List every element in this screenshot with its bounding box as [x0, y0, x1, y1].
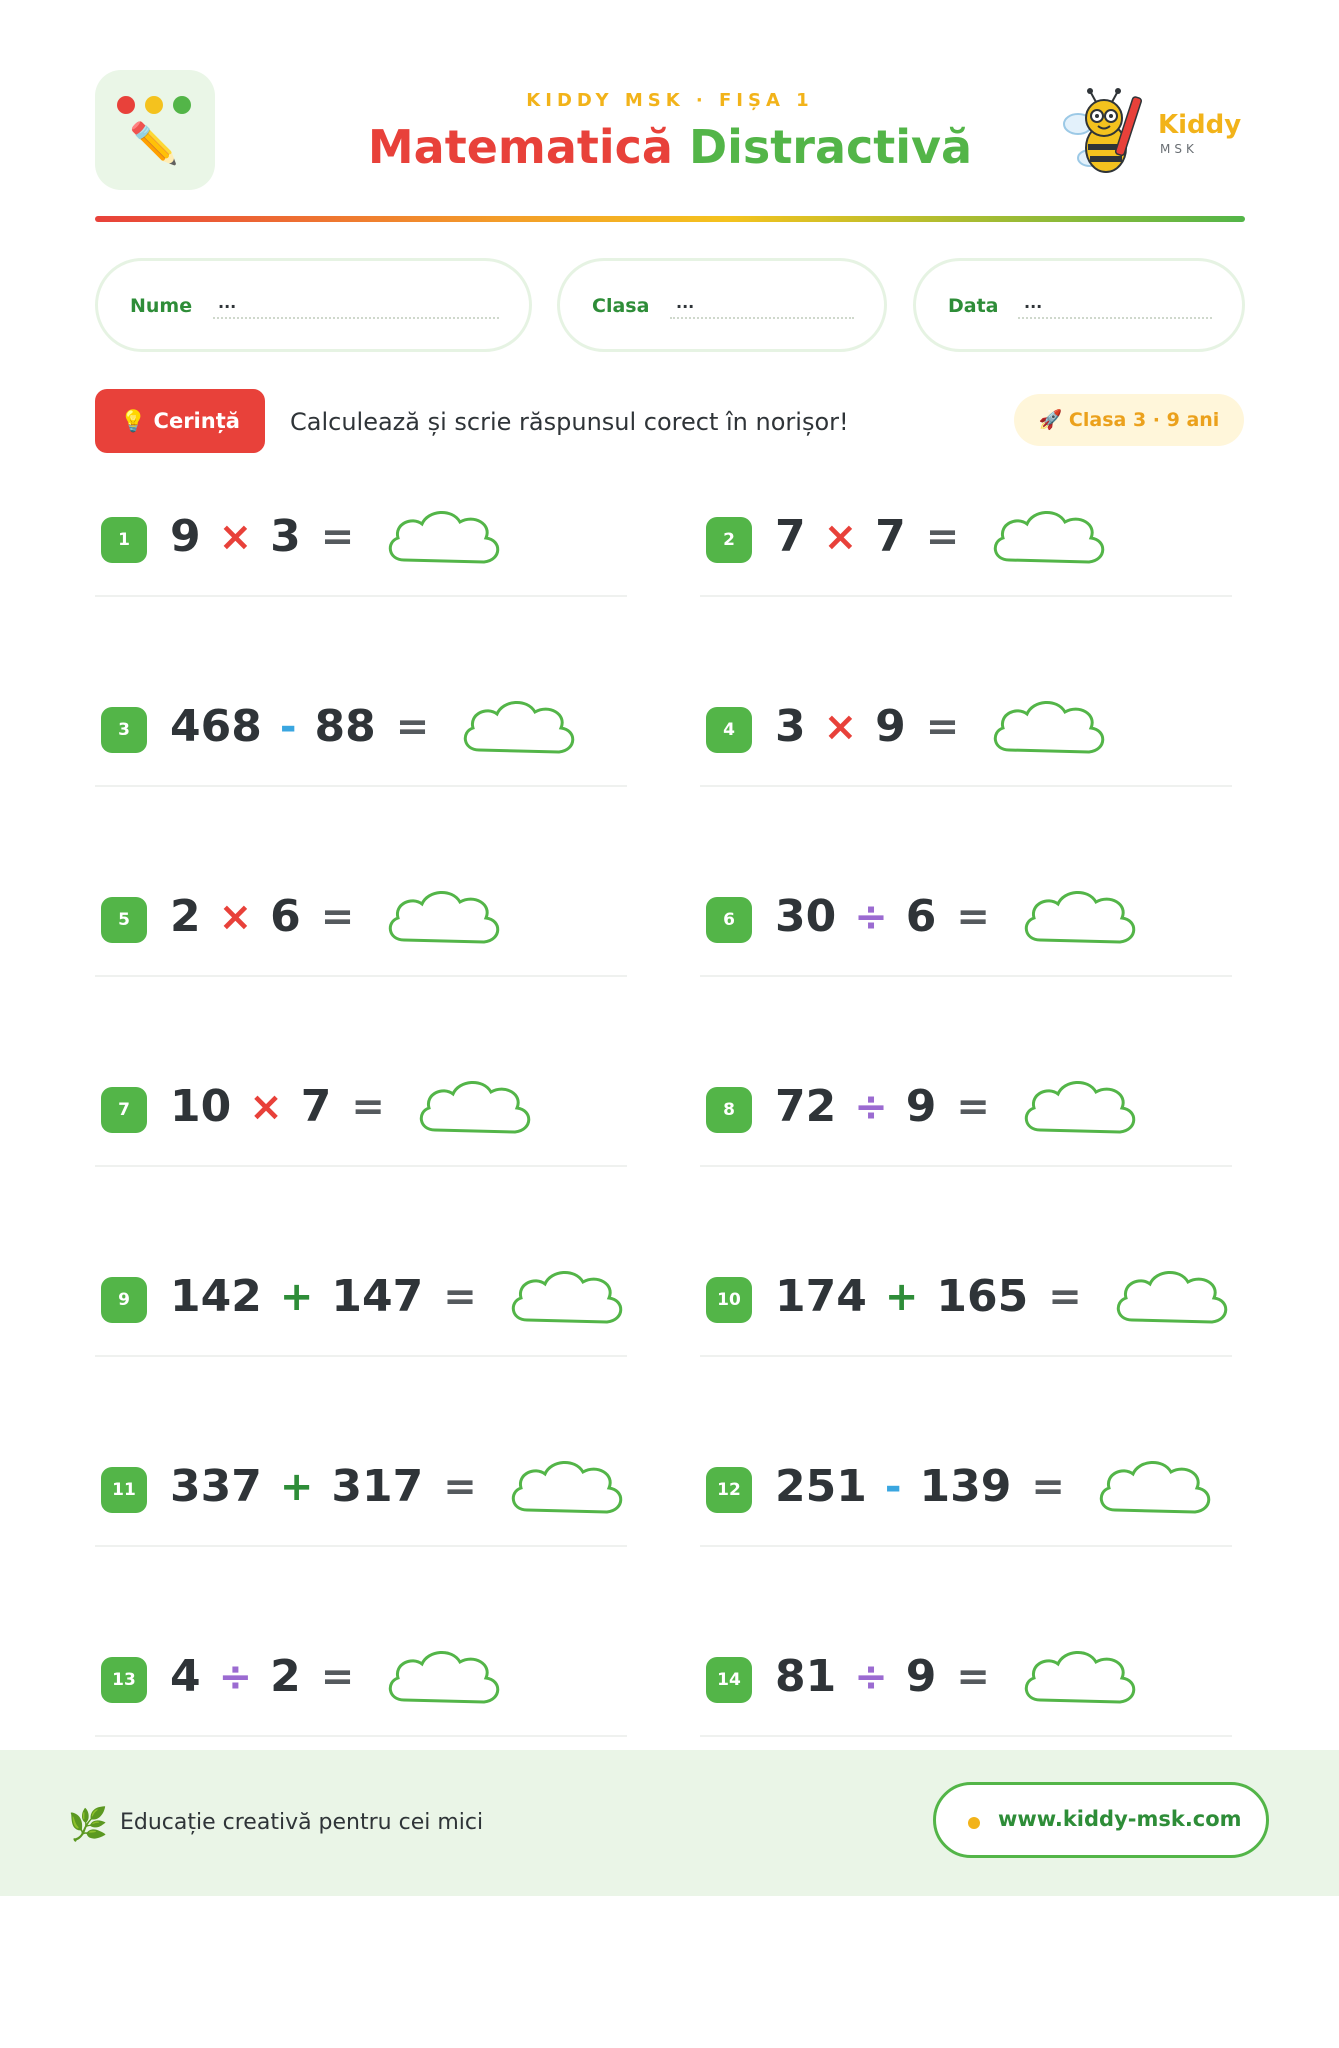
problem-item — [700, 485, 1232, 597]
operator: × — [823, 704, 858, 750]
problem-expression — [775, 507, 1111, 567]
problem-number: 7 — [101, 1087, 147, 1133]
operator: + — [279, 1274, 314, 1320]
operand-a: 337 — [170, 1461, 262, 1512]
rainbow-divider — [95, 216, 1245, 222]
footer — [0, 1750, 1339, 1896]
problem-number: 12 — [706, 1467, 752, 1513]
problem-item — [95, 1435, 627, 1547]
problem-number: 4 — [706, 707, 752, 753]
operand-a: 10 — [170, 1081, 232, 1132]
equals-sign: = — [925, 514, 960, 560]
problem-item — [700, 1435, 1232, 1547]
equals-sign: = — [320, 514, 355, 560]
name-field-value: ... — [218, 293, 237, 312]
problem-item — [700, 1625, 1232, 1737]
name-field[interactable] — [95, 258, 532, 352]
equals-sign: = — [320, 894, 355, 940]
class-field-label: Clasa — [592, 295, 650, 317]
operator: - — [279, 704, 297, 750]
operand-a: 142 — [170, 1271, 262, 1322]
problem-number: 1 — [101, 517, 147, 563]
operator: × — [249, 1084, 283, 1130]
answer-cloud-icon[interactable] — [382, 502, 506, 572]
operand-b: 9 — [875, 701, 906, 752]
answer-cloud-icon[interactable] — [382, 882, 506, 952]
operand-a: 4 — [170, 1651, 201, 1702]
answer-cloud-icon[interactable] — [1018, 882, 1142, 952]
operand-a: 72 — [775, 1081, 837, 1132]
problem-number: 8 — [706, 1087, 752, 1133]
footer-tagline: Educație creativă pentru cei mici — [120, 1810, 484, 1835]
operand-a: 81 — [775, 1651, 837, 1702]
problem-item — [95, 1055, 627, 1167]
operand-b: 88 — [314, 701, 376, 752]
equals-sign: = — [443, 1274, 477, 1320]
problem-expression — [170, 507, 506, 567]
problem-item — [700, 675, 1232, 787]
equals-sign: = — [956, 1654, 990, 1700]
operand-a: 7 — [775, 511, 806, 562]
leaf-icon: 🌿 — [68, 1805, 108, 1843]
class-field[interactable] — [557, 258, 887, 352]
answer-cloud-icon[interactable] — [505, 1452, 629, 1522]
operator: × — [218, 514, 253, 560]
problem-number: 14 — [706, 1657, 752, 1703]
problem-expression — [170, 887, 506, 947]
answer-cloud-icon[interactable] — [1110, 1262, 1234, 1332]
operand-a: 468 — [170, 701, 262, 752]
bullet-dot-icon — [968, 1817, 980, 1829]
title-part-2: Distractivă — [688, 120, 973, 174]
website-url: www.kiddy-msk.com — [998, 1807, 1242, 1831]
class-field-line — [670, 317, 854, 319]
operand-b: 317 — [331, 1461, 424, 1512]
problem-expression — [170, 1457, 629, 1517]
problem-expression — [170, 1267, 629, 1327]
problem-expression — [170, 697, 581, 757]
date-field[interactable] — [913, 258, 1245, 352]
problem-expression — [775, 887, 1142, 947]
operand-b: 6 — [270, 891, 301, 942]
operand-b: 6 — [905, 891, 937, 942]
operator: ÷ — [854, 1654, 888, 1700]
operand-b: 139 — [919, 1461, 1012, 1512]
problem-expression — [775, 1077, 1142, 1137]
problem-item — [95, 1245, 627, 1357]
answer-cloud-icon[interactable] — [1093, 1452, 1217, 1522]
instruction-text: Calculează și scrie răspunsul corect în norișor! — [290, 408, 849, 436]
problem-item — [700, 1055, 1232, 1167]
date-field-value: ... — [1024, 293, 1043, 312]
operand-a: 251 — [775, 1461, 867, 1512]
problem-item — [95, 1625, 627, 1737]
problem-number: 3 — [101, 707, 147, 753]
operand-b: 165 — [936, 1271, 1029, 1322]
equals-sign: = — [395, 704, 430, 750]
operand-a: 174 — [775, 1271, 867, 1322]
problem-number: 13 — [101, 1657, 147, 1703]
date-field-label: Data — [948, 295, 999, 317]
problem-expression — [775, 697, 1111, 757]
name-field-label: Nume — [130, 295, 193, 317]
website-link[interactable] — [933, 1782, 1269, 1858]
problem-number: 9 — [101, 1277, 147, 1323]
equals-sign: = — [956, 894, 990, 940]
answer-cloud-icon[interactable] — [413, 1072, 537, 1142]
operand-b: 2 — [270, 1651, 301, 1702]
answer-cloud-icon[interactable] — [987, 692, 1111, 762]
operator: + — [279, 1464, 314, 1510]
class-field-value: ... — [676, 293, 695, 312]
operand-a: 3 — [775, 701, 806, 752]
problem-expression — [775, 1457, 1217, 1517]
operator: × — [823, 514, 858, 560]
problem-number: 2 — [706, 517, 752, 563]
problem-number: 11 — [101, 1467, 147, 1513]
operand-a: 30 — [775, 891, 837, 942]
operator: + — [884, 1274, 919, 1320]
title-part-1: Matematică — [367, 120, 673, 174]
brand-name: Kiddy — [1158, 110, 1242, 140]
operator: ÷ — [854, 894, 888, 940]
pencil-icon: ✏️ — [129, 121, 179, 167]
equals-sign: = — [925, 704, 960, 750]
problem-expression — [775, 1647, 1142, 1707]
brand-subtitle: MSK — [1160, 142, 1198, 156]
header — [95, 70, 1245, 190]
operand-a: 9 — [170, 511, 201, 562]
problem-item — [700, 1245, 1232, 1357]
operand-b: 9 — [905, 1651, 937, 1702]
problem-expression — [775, 1267, 1234, 1327]
answer-cloud-icon[interactable] — [1018, 1642, 1142, 1712]
problem-expression — [170, 1077, 537, 1137]
name-field-line — [213, 317, 499, 319]
equals-sign: = — [320, 1654, 355, 1700]
brand-logo — [1060, 88, 1245, 178]
operand-b: 3 — [270, 511, 301, 562]
equals-sign: = — [443, 1464, 477, 1510]
problem-number: 10 — [706, 1277, 752, 1323]
problem-number: 6 — [706, 897, 752, 943]
problem-number: 5 — [101, 897, 147, 943]
answer-cloud-icon[interactable] — [987, 502, 1111, 572]
operand-a: 2 — [170, 891, 201, 942]
answer-cloud-icon[interactable] — [382, 1642, 506, 1712]
problem-item — [95, 865, 627, 977]
problem-item — [95, 485, 627, 597]
equals-sign: = — [351, 1084, 385, 1130]
problem-expression — [170, 1647, 506, 1707]
operand-b: 9 — [905, 1081, 937, 1132]
operator: × — [218, 894, 253, 940]
answer-cloud-icon[interactable] — [1018, 1072, 1142, 1142]
operand-b: 147 — [331, 1271, 424, 1322]
operator: ÷ — [218, 1654, 253, 1700]
requirement-badge: 💡 Cerință — [95, 389, 265, 453]
bee-mascot-icon — [1060, 88, 1150, 178]
equals-sign: = — [956, 1084, 990, 1130]
date-field-line — [1018, 317, 1212, 319]
problem-item — [700, 865, 1232, 977]
grade-level-badge: 🚀 Clasa 3 · 9 ani — [1014, 394, 1244, 446]
problem-item — [95, 675, 627, 787]
answer-cloud-icon[interactable] — [457, 692, 581, 762]
equals-sign: = — [1048, 1274, 1082, 1320]
operand-b: 7 — [875, 511, 906, 562]
operator: ÷ — [854, 1084, 888, 1130]
equals-sign: = — [1031, 1464, 1065, 1510]
answer-cloud-icon[interactable] — [505, 1262, 629, 1332]
worksheet-subtitle: KIDDY MSK · FIȘA 1 — [526, 90, 814, 111]
operand-b: 7 — [300, 1081, 332, 1132]
operator: - — [884, 1464, 902, 1510]
